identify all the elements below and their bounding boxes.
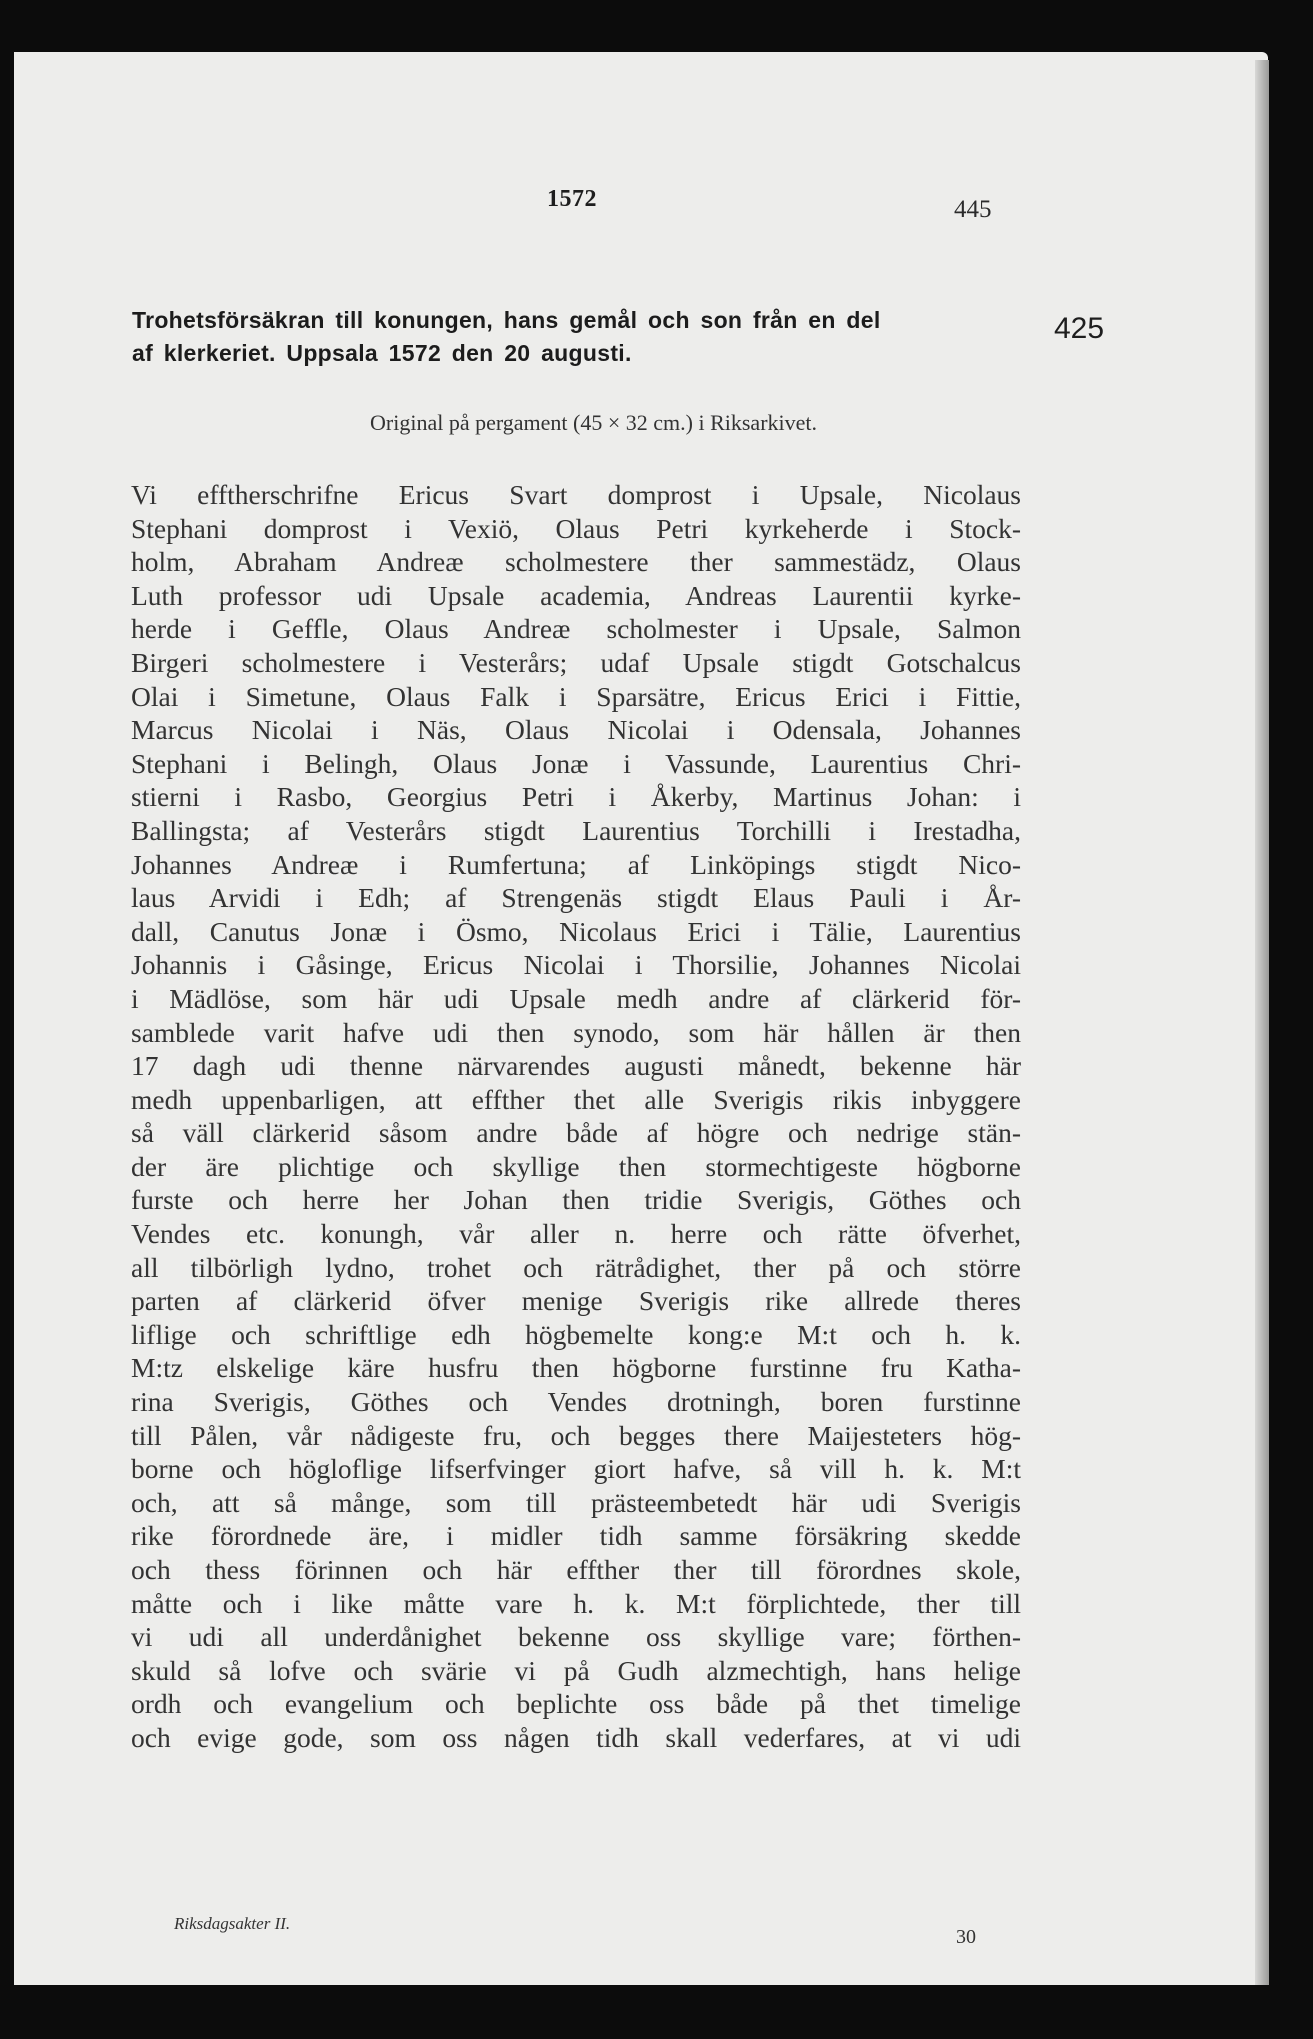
source-note: Original på pergament (45 × 32 cm.) i Riksarkivet.	[370, 410, 818, 435]
body-line: Vi efftherschrifne Ericus Svart domprost i Upsale, Nicolaus	[131, 479, 1021, 510]
body-line: all tilbörligh lydno, trohet och rätrådighet, ther på och större	[131, 1251, 1021, 1283]
scan-border-right	[1268, 0, 1313, 2039]
body-line: rike förordnede äre, i midler tidh samme försäkring skedde	[131, 1520, 1021, 1552]
page-edge-shadow	[1255, 60, 1269, 1985]
body-line: parten af clärkerid öfver menige Sverigis rike allrede theres	[131, 1285, 1021, 1317]
body-text	[131, 478, 1021, 1755]
body-line: liflige och schriftlige edh högbemelte kong:e M:t och h. k.	[131, 1318, 1021, 1350]
body-line: dall, Canutus Jonæ i Ösmo, Nicolaus Erici i Tälie, Laurentius	[131, 915, 1021, 947]
scan-border-left	[0, 0, 14, 2039]
body-line: medh uppenbarligen, att effther thet alle Sverigis rikis inbyggere	[131, 1083, 1021, 1115]
body-line: Luth professor udi Upsale academia, Andreas Laurentii kyrke-	[131, 579, 1021, 611]
body-line: Johannes Andreæ i Rumfertuna; af Linköpings stigdt Nico-	[131, 848, 1021, 880]
body-line: Ballingsta; af Vesterårs stigdt Laurentius Torchilli i Irestadha,	[131, 814, 1021, 846]
body-line: i Mädlöse, som här udi Upsale medh andre af clärkerid för-	[131, 982, 1021, 1014]
body-line: Olai i Simetune, Olaus Falk i Sparsätre, Ericus Erici i Fittie,	[131, 680, 1021, 712]
body-line: herde i Geffle, Olaus Andreæ scholmester i Upsale, Salmon	[131, 613, 1021, 645]
body-line: borne och högloflige lifserfvinger giort hafve, så vill h. k. M:t	[131, 1453, 1021, 1485]
body-line: och, att så månge, som till prästeembetedt här udi Sverigis	[131, 1486, 1021, 1518]
body-line: måtte och i like måtte vare h. k. M:t förplichtede, ther till	[131, 1587, 1021, 1619]
running-head-year: 1572	[547, 186, 597, 212]
body-line: stierni i Rasbo, Georgius Petri i Åkerby, Martinus Johan: i	[131, 781, 1021, 813]
body-line: vi udi all underdånighet bekenne oss skyllige vare; förthen-	[131, 1621, 1021, 1653]
body-line: och thess förinnen och här effther ther till förordnes skole,	[131, 1554, 1021, 1585]
body-line: laus Arvidi i Edh; af Strengenäs stigdt Elaus Pauli i År-	[131, 882, 1021, 914]
body-line: samblede varit hafve udi then synodo, som här hållen är then	[131, 1016, 1021, 1048]
body-line: och evige gode, som oss någen tidh skall vederfares, at vi udi	[131, 1721, 1021, 1753]
body-line: furste och herre her Johan then tridie Sverigis, Göthes och	[131, 1184, 1021, 1216]
body-line: skuld så lofve och svärie vi på Gudh alzmechtigh, hans helige	[131, 1654, 1021, 1686]
body-line: Stephani i Belingh, Olaus Jonæ i Vassunde, Laurentius Chri-	[131, 747, 1021, 779]
body-line: Marcus Nicolai i Näs, Olaus Nicolai i Odensala, Johannes	[131, 714, 1021, 746]
body-line: holm, Abraham Andreæ scholmestere ther sammestädz, Olaus	[131, 546, 1021, 578]
body-line: 17 dagh udi thenne närvarendes augusti månedt, bekenne här	[131, 1050, 1021, 1082]
body-line: Stephani domprost i Vexiö, Olaus Petri kyrkeherde i Stock-	[131, 512, 1021, 544]
body-line: rina Sverigis, Göthes och Vendes drotningh, boren furstinne	[131, 1386, 1021, 1418]
scan-border-bottom	[0, 1985, 1313, 2039]
body-line: Birgeri scholmestere i Vesterårs; udaf Upsale stigdt Gotschalcus	[131, 646, 1021, 678]
body-line: ordh och evangelium och beplichte oss både på thet timelige	[131, 1688, 1021, 1720]
signature-mark: 30	[956, 1926, 976, 1948]
body-line: så väll clärkerid såsom andre både af högre och nedrige stän-	[131, 1117, 1021, 1149]
title-line: Trohetsförsäkran till konungen, hans gemål och son från en del	[132, 307, 881, 333]
page-number: 445	[954, 196, 992, 223]
body-line: Vendes etc. konungh, vår aller n. herre och rätte öfverhet,	[131, 1218, 1021, 1250]
body-line: Johannis i Gåsinge, Ericus Nicolai i Thorsilie, Johannes Nicolai	[131, 949, 1021, 981]
footer-source: Riksdagsakter II.	[174, 1914, 291, 1933]
title-line: af klerkeriet. Uppsala 1572 den 20 augusti.	[132, 340, 632, 366]
body-line: till Pålen, vår nådigeste fru, och begges there Maijesteters hög-	[131, 1419, 1021, 1451]
document-title	[132, 304, 1032, 370]
body-line: der äre plichtige och skyllige then stormechtigeste högborne	[131, 1150, 1021, 1182]
body-line: M:tz elskelige käre husfru then högborne furstinne fru Katha-	[131, 1352, 1021, 1384]
document-number: 425	[1054, 312, 1105, 345]
